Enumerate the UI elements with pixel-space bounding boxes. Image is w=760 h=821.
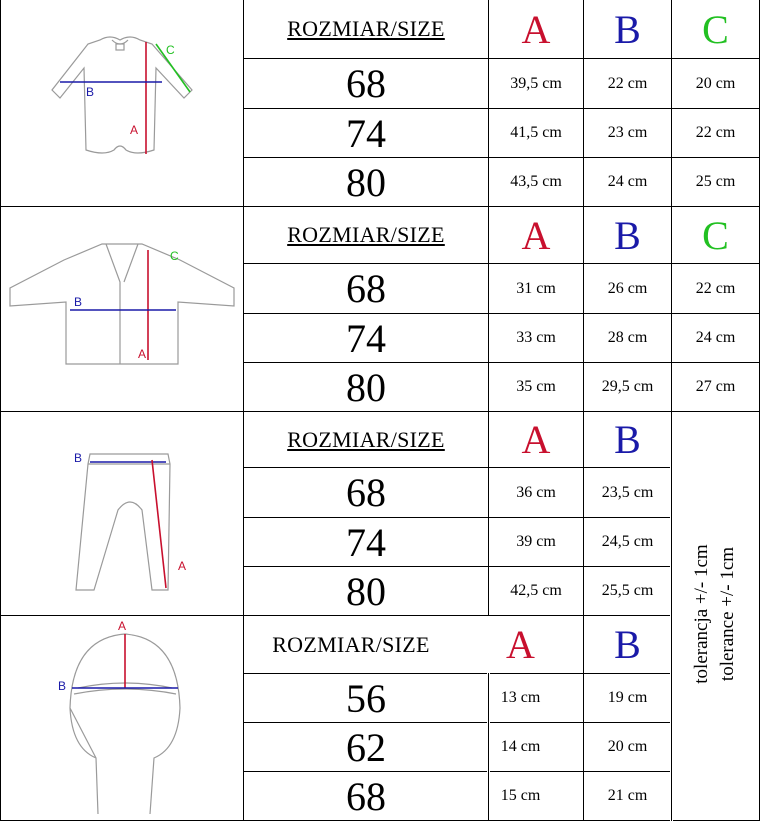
- measure-line-a: [152, 460, 166, 588]
- measure-a: 33 cm: [516, 329, 556, 346]
- bonnet-diagram-icon: [50, 618, 200, 818]
- measure-a: 14 cm: [500, 738, 541, 755]
- measure-b: 29,5 cm: [601, 378, 654, 395]
- size-value: 80: [346, 568, 386, 614]
- measure-c: 20 cm: [695, 74, 736, 92]
- size-value: 56: [346, 675, 386, 721]
- measure-a: 42,5 cm: [510, 582, 562, 599]
- column-header-a: A: [521, 417, 551, 462]
- size-value: 74: [346, 110, 386, 156]
- measure-c: 27 cm: [695, 378, 736, 395]
- column-header-b: B: [614, 622, 641, 667]
- diagram-label-a: A: [178, 559, 187, 573]
- measure-a: 15 cm: [500, 787, 541, 804]
- measure-c: 25 cm: [695, 173, 736, 190]
- diagram-label-c: C: [170, 249, 179, 263]
- size-header: ROZMIAR/SIZE: [287, 222, 445, 247]
- size-header: ROZMIAR/SIZE: [272, 631, 430, 657]
- measure-b: 23 cm: [607, 124, 648, 141]
- diagram-label-c: C: [166, 43, 175, 57]
- size-value: 68: [346, 773, 386, 819]
- divider-a: [488, 673, 489, 821]
- measure-a: 31 cm: [516, 279, 556, 297]
- measure-c: 22 cm: [695, 279, 736, 297]
- cardigan-diagram-icon: [2, 232, 242, 370]
- diagram-label-b: B: [86, 85, 95, 99]
- diagram-label-b: B: [58, 679, 67, 693]
- size-value: 80: [346, 159, 386, 205]
- measure-b: 24,5 cm: [601, 533, 654, 550]
- tolerance-note: [689, 544, 741, 683]
- measure-b: 21 cm: [607, 787, 648, 804]
- measure-c: 22 cm: [695, 124, 736, 141]
- measure-c: 24 cm: [695, 329, 736, 346]
- measure-a: 43,5 cm: [510, 173, 562, 190]
- measure-b: 24 cm: [607, 173, 648, 190]
- column-header-c: C: [702, 212, 729, 258]
- measure-b: 26 cm: [607, 279, 648, 297]
- size-header: ROZMIAR/SIZE: [287, 16, 445, 41]
- measure-b: 20 cm: [607, 738, 648, 755]
- measure-a: 36 cm: [516, 483, 556, 501]
- column-header-a: A: [521, 6, 551, 52]
- size-header: ROZMIAR/SIZE: [287, 426, 445, 452]
- column-header-b: B: [614, 417, 641, 462]
- measure-a: 39 cm: [516, 533, 556, 550]
- measure-a: 39,5 cm: [510, 74, 562, 92]
- tolerance-en: tolerance +/- 1cm: [717, 546, 738, 682]
- measure-b: 22 cm: [607, 74, 648, 92]
- measure-a: 41,5 cm: [510, 124, 562, 141]
- size-value: 68: [346, 61, 386, 106]
- diagram-label-b: B: [74, 451, 83, 465]
- tolerance-pl: tolerancja +/- 1cm: [691, 544, 712, 684]
- column-header-c: C: [702, 6, 729, 52]
- diagram-label-a: A: [130, 123, 139, 137]
- measure-a: 35 cm: [516, 378, 556, 395]
- bodysuit-diagram-icon: [40, 30, 210, 170]
- measure-b: 19 cm: [607, 689, 648, 706]
- size-value: 68: [346, 266, 386, 311]
- column-header-b: B: [614, 6, 641, 52]
- size-value: 68: [346, 470, 386, 515]
- measure-b: 25,5 cm: [601, 582, 654, 599]
- pants-diagram-icon: [60, 440, 200, 600]
- diagram-label-a: A: [138, 347, 147, 361]
- column-header-b: B: [614, 212, 641, 258]
- diagram-label-b: B: [74, 295, 83, 309]
- diagram-label-a: A: [118, 619, 127, 633]
- size-value: 74: [346, 315, 386, 361]
- size-value: 80: [346, 364, 386, 410]
- measure-b: 28 cm: [607, 329, 648, 346]
- divider-mask: [488, 616, 489, 673]
- column-header-a: A: [506, 622, 535, 667]
- size-value: 74: [346, 519, 386, 565]
- column-header-a: A: [521, 212, 551, 258]
- measure-a: 13 cm: [500, 689, 541, 706]
- measure-b: 23,5 cm: [601, 483, 654, 501]
- size-value: 62: [346, 724, 386, 770]
